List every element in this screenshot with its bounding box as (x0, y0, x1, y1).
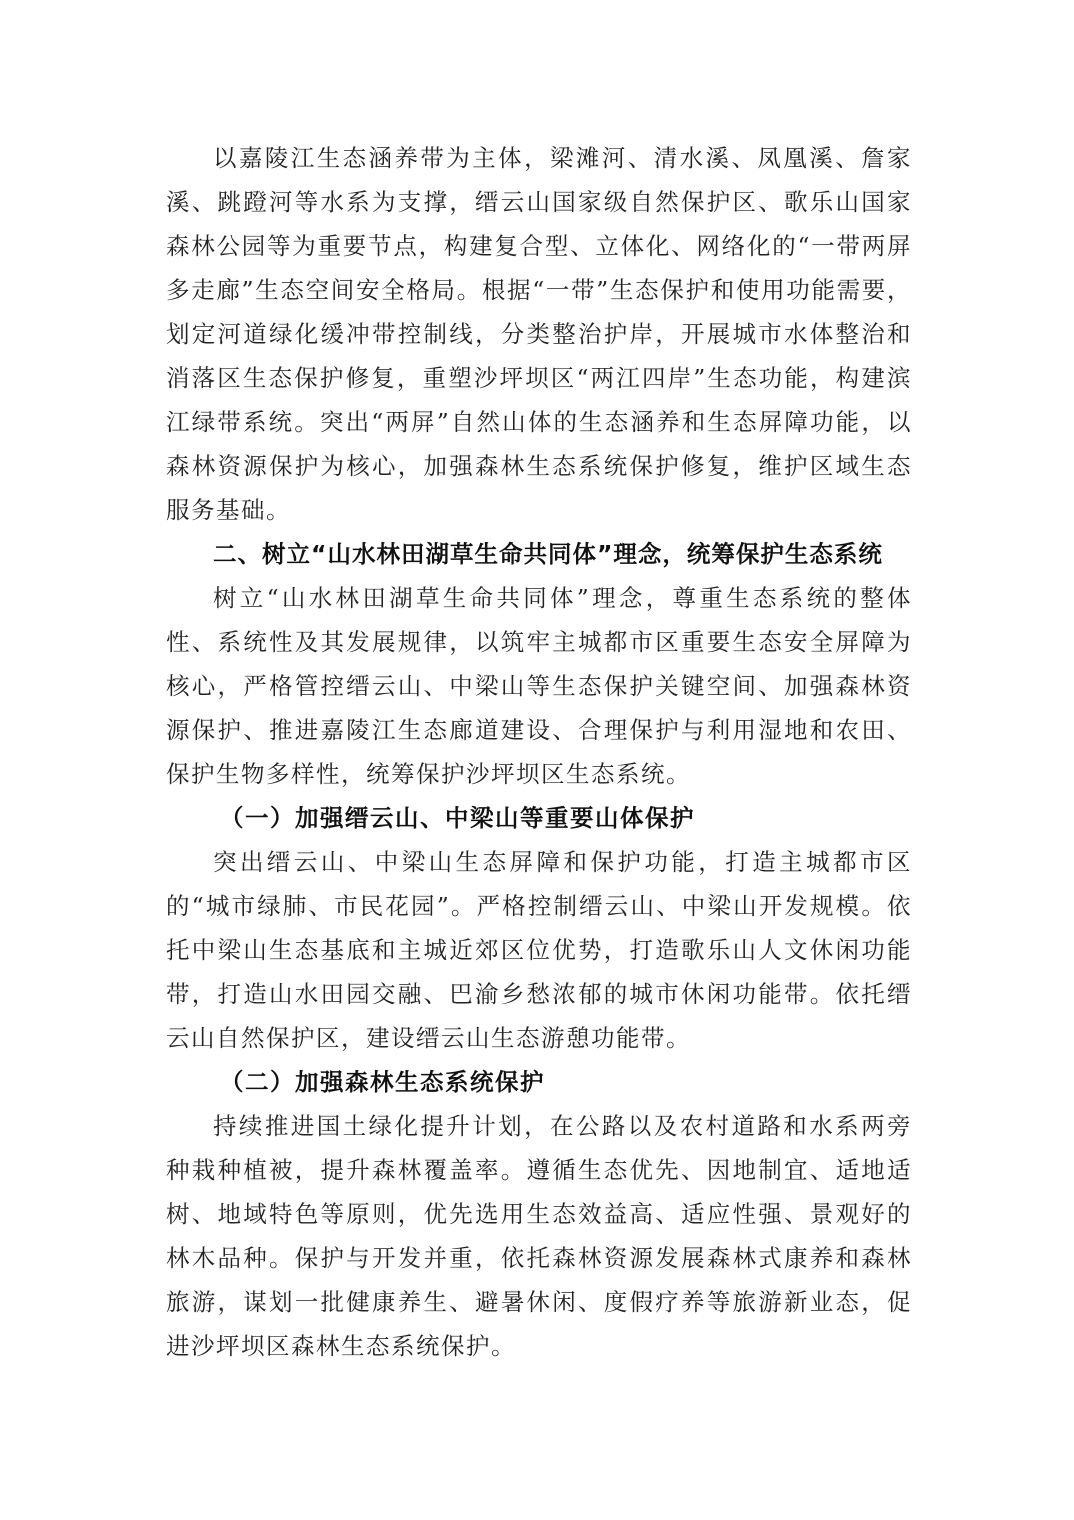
body-paragraph: 树立“山水林田湖草生命共同体”理念，尊重生态系统的整体性、系统性及其发展规律，以筑牢主城都市区重要生态安全屏障为核心，严格管控缙云山、中梁山等生态保护关键空间、加强森林资源保护、推进嘉陵江生态廊道建设、合理保护与利用湿地和农田、保护生物多样性，统筹保护沙坪坝区生态系统。 (166, 584, 912, 788)
body-paragraph: 以嘉陵江生态涵养带为主体，梁滩河、清水溪、凤凰溪、詹家溪、跳蹬河等水系为支撑，缙云山国家级自然保护区、歌乐山国家森林公园等为重要节点，构建复合型、立体化、网络化的“一带两屏多走廊”生态空间安全格局。根据“一带”生态保护和使用功能需要，划定河道绿化缓冲带控制线，分类整治护岸，开展城市水体整治和消落区生态保护修复，重塑沙坪坝区“两江四岸”生态功能，构建滨江绿带系统。突出“两屏”自然山体的生态涵养和生态屏障功能，以森林资源保护为核心，加强森林生态系统保护修复，维护区域生态服务基础。 (166, 144, 912, 524)
subsection-heading: （二）加强森林生态系统保护 (220, 1068, 546, 1096)
document-body (166, 136, 912, 1368)
body-paragraph: 突出缙云山、中梁山生态屏障和保护功能，打造主城都市区的“城市绿肺、市民花园”。严格控制缙云山、中梁山开发规模。依托中梁山生态基底和主城近郊区位优势，打造歌乐山人文休闲功能带，打造山水田园交融、巴渝乡愁浓郁的城市休闲功能带。依托缙云山自然保护区，建设缙云山生态游憩功能带。 (166, 848, 912, 1052)
subsection-heading: （一）加强缙云山、中梁山等重要山体保护 (220, 804, 696, 832)
body-paragraph: 持续推进国土绿化提升计划，在公路以及农村道路和水系两旁种栽种植被，提升森林覆盖率。遵循生态优先、因地制宜、适地适树、地域特色等原则，优先选用生态效益高、适应性强、景观好的林木品种。保护与开发并重，依托森林资源发展森林式康养和森林旅游，谋划一批健康养生、避暑休闲、度假疗养等旅游新业态，促进沙坪坝区森林生态系统保护。 (166, 1112, 912, 1360)
section-heading: 二、树立“山水林田湖草生命共同体”理念，统筹保护生态系统 (213, 540, 883, 568)
